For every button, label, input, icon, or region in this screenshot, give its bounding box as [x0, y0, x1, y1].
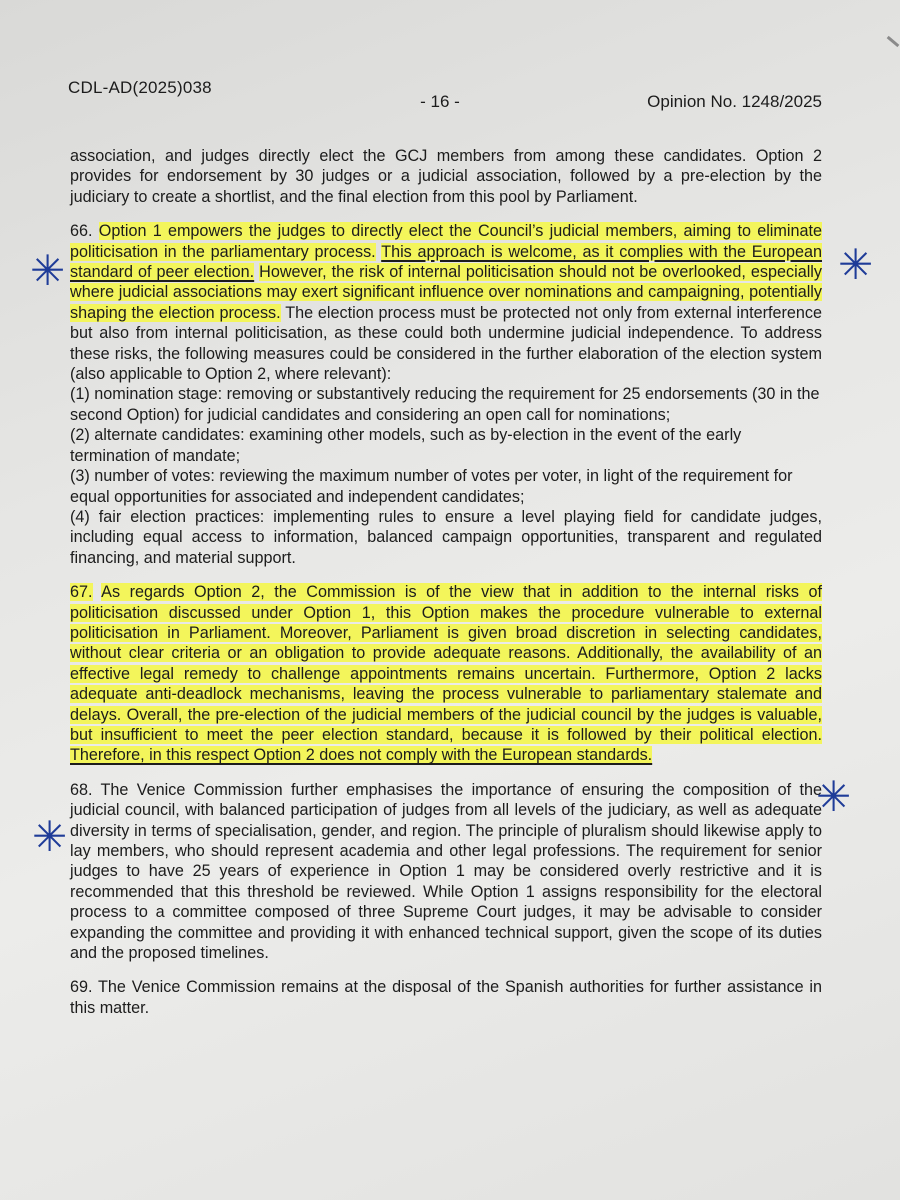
highlight-underline-67-conclusion: Therefore, in this respect Option 2 does not comply with the European standards.: [70, 746, 653, 765]
paragraph-69: 69. The Venice Commission remains at the disposal of the Spanish authorities for further assistance in this matter.: [70, 978, 822, 1017]
list-item: (4) fair election practices: implementing rules to ensure a level playing field for candidate judges, including equal access to information, balanced campaign opportunities, transparent and regulated financing, and material support.: [70, 507, 822, 567]
staple-mark: [887, 36, 900, 47]
paragraph-66-number: 66.: [70, 222, 93, 241]
asterisk-icon: ✳: [30, 246, 66, 295]
paragraph-67: [70, 582, 822, 766]
opinion-number: Opinion No. 1248/2025: [647, 92, 822, 111]
paragraph-continuation: association, and judges directly elect the GCJ members from among these candidates. Option 2 provides for endorsement by 30 judges or a judicial association, followed by a pre-election by the judiciary to create a shortlist, and the final election from this pool by Parliament.: [70, 147, 822, 206]
list-item: (3) number of votes: reviewing the maximum number of votes per voter, in light of the requirement for equal opportunities for associated and independent candidates;: [70, 467, 793, 506]
highlight-underline-66-sentence-2: This approach is welcome, as it complies with the European standard of peer election.: [70, 242, 822, 282]
doc-reference: CDL-AD(2025)038: [68, 78, 212, 97]
paragraph-67-number: 67.: [70, 583, 93, 602]
highlight-66-sentence-1: Option 1 empowers the judges to directly elect the Council’s judicial members, aiming to eliminate politicisation in the parliamentary process.: [70, 222, 822, 261]
asterisk-icon: ✳: [838, 240, 874, 289]
paragraph-68: 68. The Venice Commission further emphasises the importance of ensuring the composition of the judicial council, with balanced participation of judges from all levels of the judiciary, as well as adequate diversity in terms of specialisation, gender, and region. The principle of pluralism should likewise apply to lay members, who should represent academia and other legal professions. The requirement for senior judges to have 25 years of experience in Option 1 may be considered overly restrictive and it is recommended that this threshold be reviewed. While Option 1 assigns responsibility for the electoral process to a committee composed of three Supreme Court judges, it may be advisable to consider expanding the committee and providing it with enhanced technical support, given the scope of its duties and the proposed timelines.: [70, 780, 822, 963]
highlight-67-main: As regards Option 2, the Commission is of the view that in addition to the internal risks of politicisation discussed under Option 1, this Option makes the procedure vulnerable to external politicisation in Parliament. Moreover, Parliament is given broad discretion in selecting candidates, without clear criteria or an obligation to provide adequate reasons. Additionally, the availability of an effective legal remedy to challenge appointments remains uncertain. Furthermore, Option 2 lacks adequate anti-deadlock mechanisms, leaving the process vulnerable to parliamentary stalemate and delays. Overall, the pre-election of the judicial members of the judicial council by the judges is valuable, but insufficient to meet the peer election standard, because it is followed by their political election.: [70, 583, 822, 744]
paragraph-66-sentence-4: The election process must be protected not only from external interference but also from internal politicisation, as these could both undermine judicial independence. To address these risks, the following measures could be considered in the further elaboration of the election system (also applicable to Option 2, where relevant):: [70, 303, 822, 384]
document-body: [70, 146, 822, 1030]
highlight-66-sentence-3: However, the risk of internal politicisation should not be overlooked, especially where judicial associations may exert significant influence over nominations and campaigning, potentially shaping the election process.: [70, 263, 822, 322]
list-item: (1) nomination stage: removing or substantively reducing the requirement for 25 endorsements (30 in the second Option) for judicial candidates and considering an open call for nominations;: [70, 385, 820, 424]
page-number: - 16 -: [420, 92, 460, 111]
asterisk-icon: ✳: [816, 772, 852, 821]
measures-list: [70, 384, 822, 568]
paragraph-66: [70, 221, 822, 384]
list-item: (2) alternate candidates: examining other models, such as by-election in the event of the early termination of mandate;: [70, 426, 742, 465]
asterisk-icon: ✳: [32, 812, 68, 861]
